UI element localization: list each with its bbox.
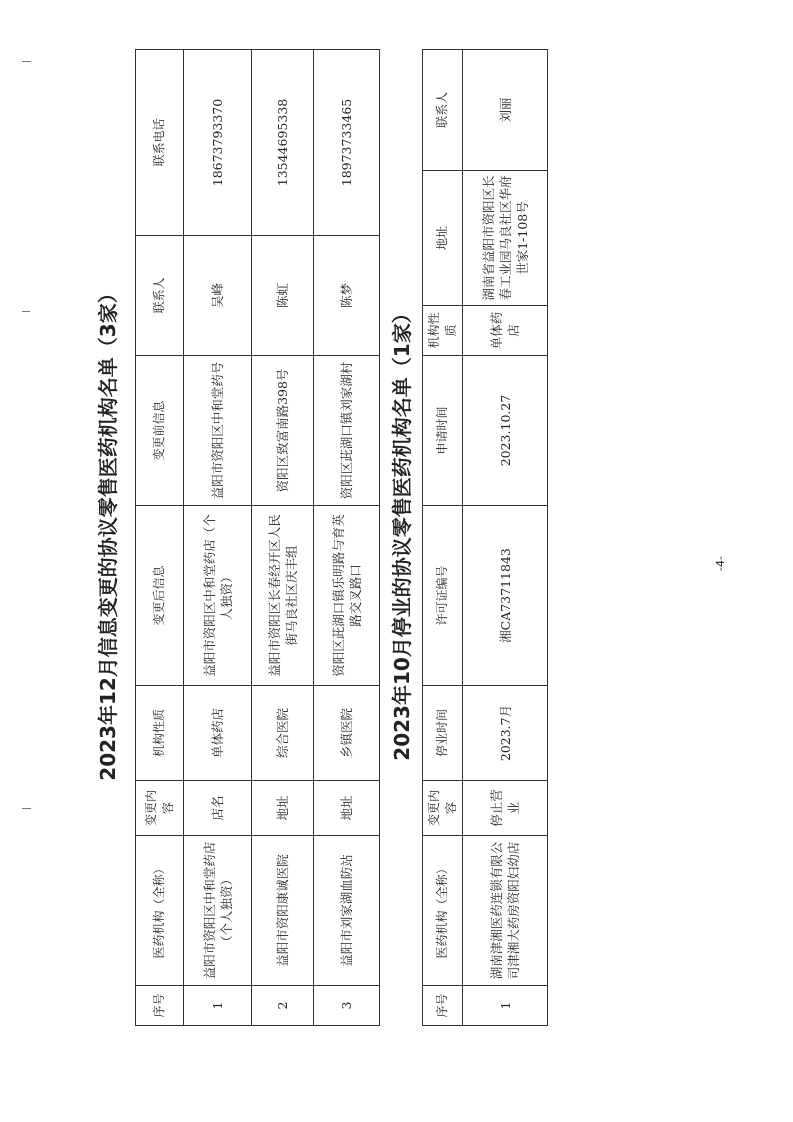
scan-mark (22, 808, 31, 809)
header-apply-time: 申请时间 (423, 356, 463, 506)
cell-institution: 益阳市资阳区中和堂药店（个人独资） (184, 836, 252, 986)
cell-phone: 18673793370 (184, 50, 252, 236)
header-license-no: 许可证编号 (423, 506, 463, 686)
table-row (252, 50, 314, 1026)
cell-after: 益阳市资阳区中和堂药店（个人独资） (184, 506, 252, 686)
cell-change-type: 地址 (314, 781, 380, 836)
cell-index: 3 (314, 986, 380, 1026)
header-after: 变更后信息 (136, 506, 184, 686)
cell-contact: 吴峰 (184, 236, 252, 356)
header-nature: 机构性质 (136, 686, 184, 781)
header-nature: 机构性质 (423, 306, 463, 356)
cell-institution: 益阳市刘家湖血防站 (314, 836, 380, 986)
cell-nature: 乡镇医院 (314, 686, 380, 781)
table-row (314, 50, 380, 1026)
cell-nature: 单体药店 (184, 686, 252, 781)
cell-closure-time: 2023.7月 (463, 686, 548, 781)
page-number: -4- (714, 556, 727, 571)
header-institution: 医药机构（全称） (423, 836, 463, 986)
cell-index: 1 (463, 986, 548, 1026)
header-change-type: 变更内容 (423, 781, 463, 836)
cell-contact: 陈虹 (252, 236, 314, 356)
header-institution: 医药机构（全称） (136, 836, 184, 986)
cell-contact: 刘丽 (463, 50, 548, 171)
cell-before: 益阳市资阳区中和堂药号 (184, 356, 252, 506)
cell-phone: 18973733465 (314, 50, 380, 236)
section2-title: 2023年10月停业的协议零售医药机构名单（1家） (390, 303, 414, 761)
scan-mark (22, 61, 31, 62)
cell-nature: 单体药店 (463, 306, 548, 356)
table-header-row (136, 50, 184, 1026)
cell-after: 益阳市资阳区长春经开区人民街马良社区庆丰组 (252, 506, 314, 686)
changes-table (135, 49, 380, 1026)
header-phone: 联系电话 (136, 50, 184, 236)
cell-license-no: 湘CA73711843 (463, 506, 548, 686)
header-address: 地址 (423, 171, 463, 306)
cell-institution: 湖南津湘医药连锁有限公司津湘大药房资阳妇幼店 (463, 836, 548, 986)
cell-phone: 13544695338 (252, 50, 314, 236)
header-index: 序号 (423, 986, 463, 1026)
scan-mark (22, 311, 30, 312)
table-row (463, 50, 548, 1026)
cell-nature: 综合医院 (252, 686, 314, 781)
cell-change-type: 店名 (184, 781, 252, 836)
cell-change-type: 地址 (252, 781, 314, 836)
cell-institution: 益阳市资阳康诚医院 (252, 836, 314, 986)
cell-index: 1 (184, 986, 252, 1026)
header-closure-time: 停业时间 (423, 686, 463, 781)
closures-table (422, 49, 548, 1026)
cell-apply-time: 2023.10.27 (463, 356, 548, 506)
header-change-type: 变更内容 (136, 781, 184, 836)
cell-change-type: 停止营业 (463, 781, 548, 836)
header-before: 变更前信息 (136, 356, 184, 506)
cell-contact: 陈梦 (314, 236, 380, 356)
table-header-row (423, 50, 463, 1026)
section1-title: 2023年12月信息变更的协议零售医药机构名单（3家） (96, 283, 120, 781)
cell-address: 湖南省益阳市资阳区长春工业园马良社区华府世家1-108号 (463, 171, 548, 306)
header-index: 序号 (136, 986, 184, 1026)
header-contact: 联系人 (423, 50, 463, 171)
table-row (184, 50, 252, 1026)
cell-before: 资阳区致富南路398号 (252, 356, 314, 506)
cell-index: 2 (252, 986, 314, 1026)
cell-before: 资阳区茈湖口镇刘家湖村 (314, 356, 380, 506)
cell-after: 资阳区茈湖口镇乐明路与育英路交叉路口 (314, 506, 380, 686)
header-contact: 联系人 (136, 236, 184, 356)
